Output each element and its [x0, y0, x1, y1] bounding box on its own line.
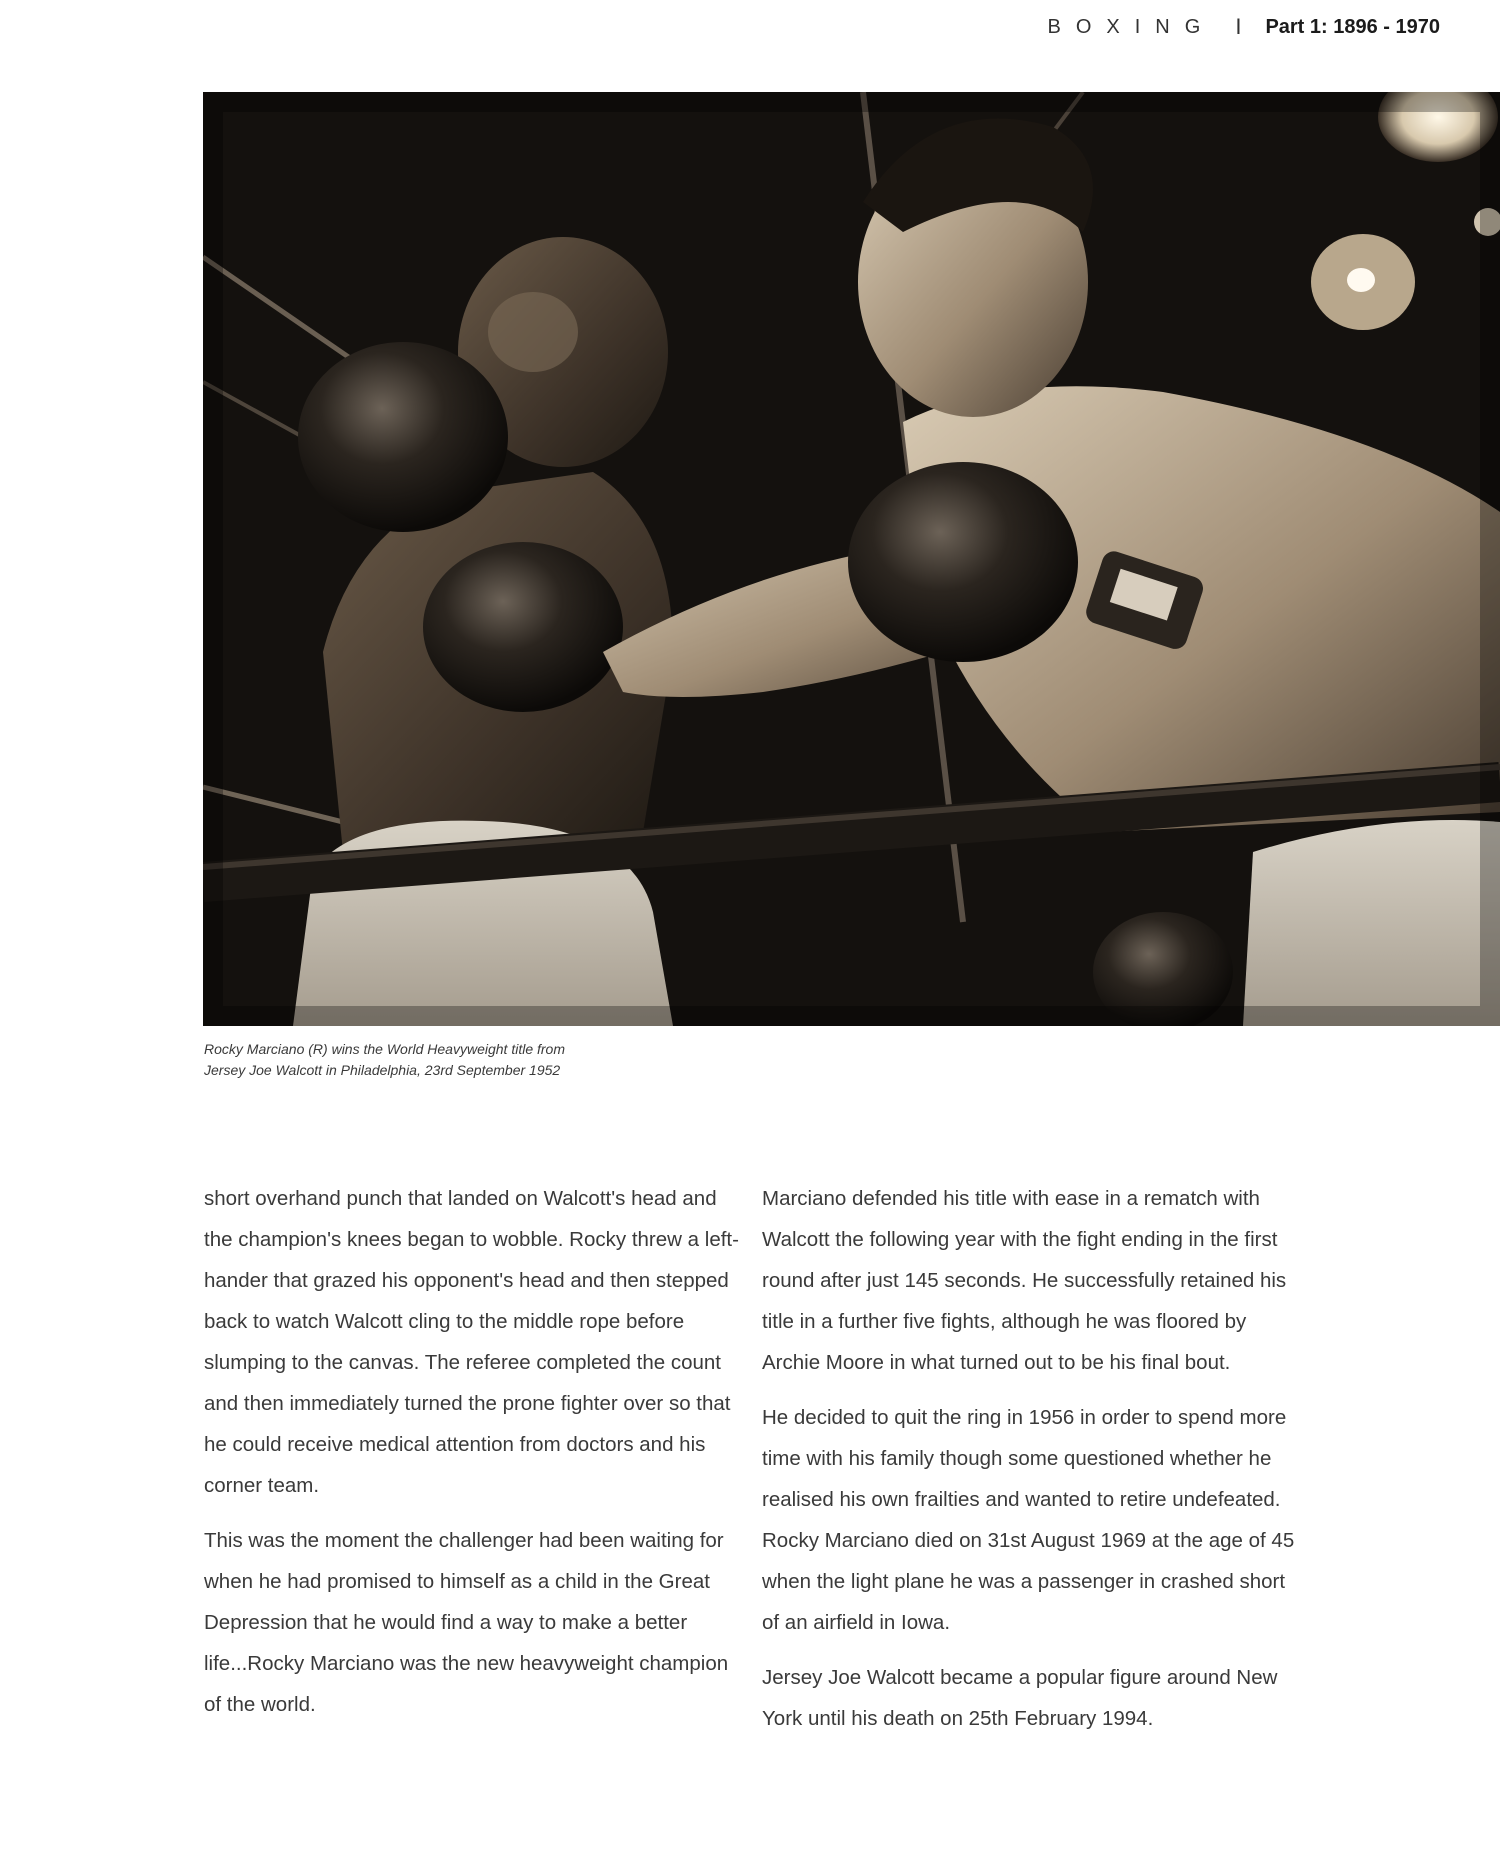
left-column — [204, 1178, 749, 1739]
boxing-match-photo — [203, 92, 1500, 1026]
body-paragraph: Jersey Joe Walcott became a popular figure around New York until his death on 25th February 1994. — [762, 1666, 1278, 1730]
header-separator: I — [1235, 14, 1242, 39]
caption-line: Jersey Joe Walcott in Philadelphia, 23rd September 1952 — [204, 1062, 561, 1078]
section-title: BOXING — [1047, 15, 1216, 38]
body-paragraph: He decided to quit the ring in 1956 in order to spend more time with his family though some questioned whether he realised his own frailties and wanted to retire undefeated. Rocky Marciano died on 31st August 1969 at the age of 45 when the light plane he was a passenger in crashed short of an airfield in Iowa. — [762, 1406, 1295, 1634]
running-header — [1048, 14, 1440, 40]
photo-caption — [204, 1039, 644, 1081]
body-paragraph: Marciano defended his title with ease in a rematch with Walcott the following year with the fight ending in the first round after just 145 seconds. He successfully retained his title in a further five fights, although he was floored by Archie Moore in what turned out to be his final bout. — [762, 1187, 1287, 1374]
right-column — [762, 1178, 1307, 1753]
part-label: Part 1: 1896 - 1970 — [1265, 15, 1440, 38]
body-paragraph: This was the moment the challenger had been waiting for when he had promised to himself as a child in the Great Depression that he would find a way to make a better life...Rocky Marciano was the new heavyweight champion of the world. — [204, 1529, 729, 1716]
body-paragraph: short overhand punch that landed on Walcott's head and the champion's knees began to wobble. Rocky threw a left-hander that grazed his opponent's head and then stepped back to watch Walcott cling to the middle rope before slumping to the canvas. The referee completed the count and then immediately turned the prone fighter over so that he could receive medical attention from doctors and his corner team. — [204, 1187, 739, 1497]
caption-line: Rocky Marciano (R) wins the World Heavyweight title from — [204, 1041, 565, 1057]
photo-illustration — [203, 92, 1500, 1026]
